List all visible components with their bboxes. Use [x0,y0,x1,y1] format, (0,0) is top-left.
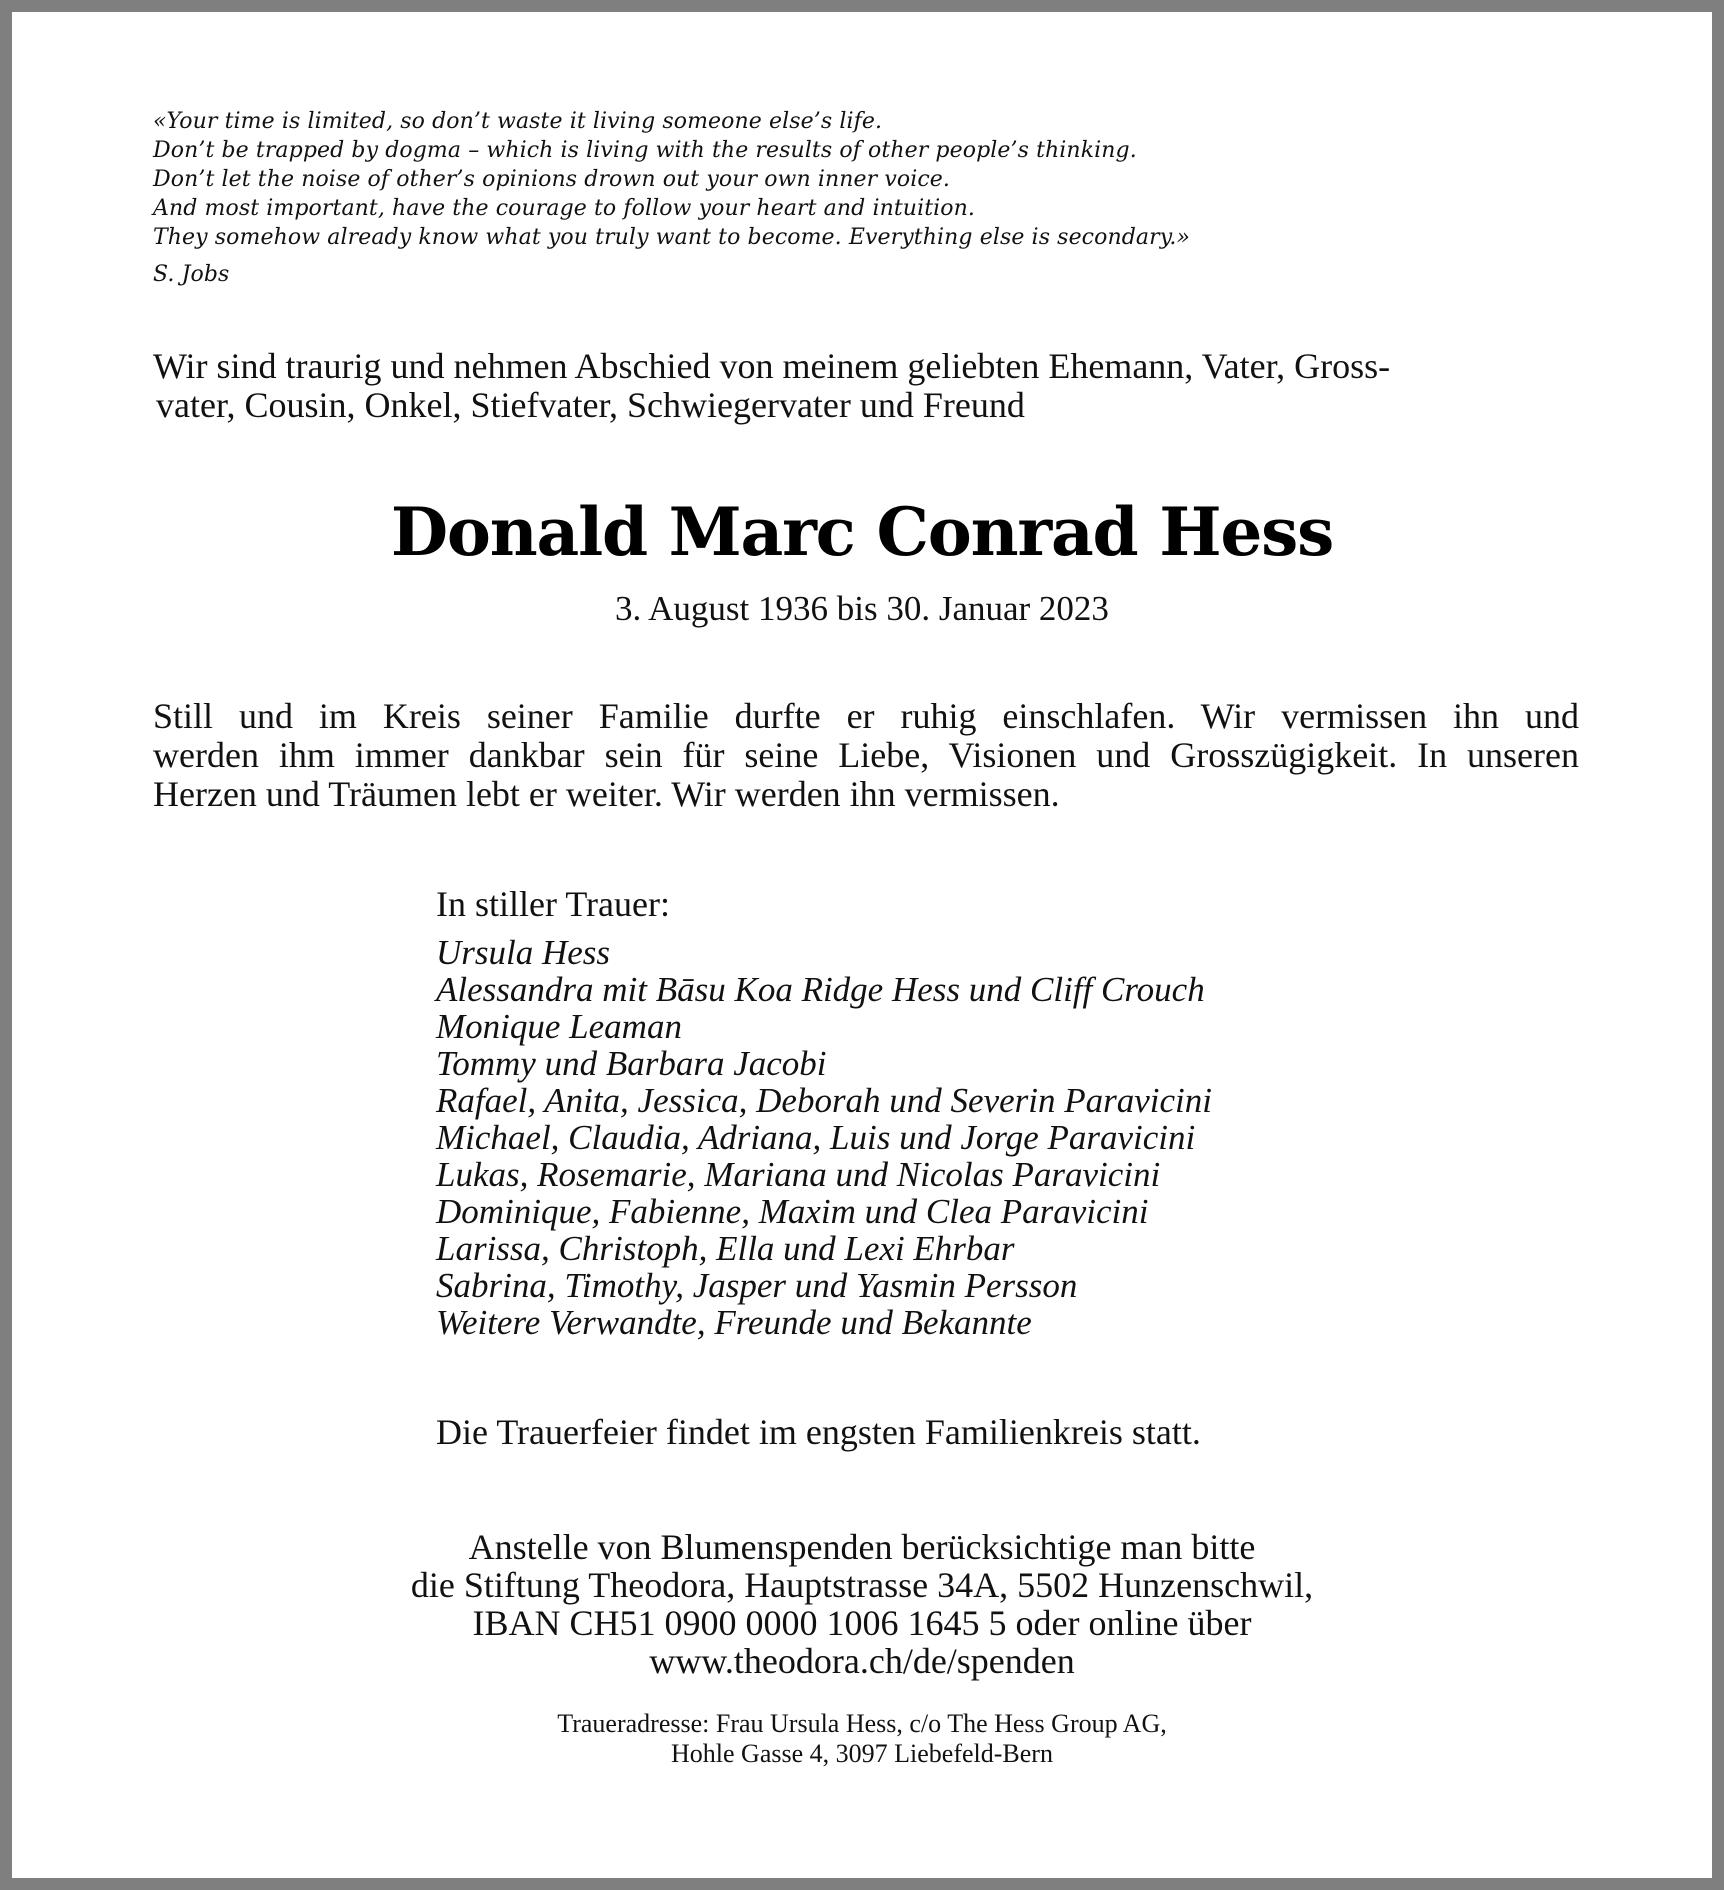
quote-line: And most important, have the courage to follow your heart and intuition. [153,196,975,221]
donation-line: die Stiftung Theodora, Hauptstrasse 34A, 5502 Hunzenschwil, [410,1565,1314,1605]
mourner-name: Lukas, Rosemarie, Mariana und Nicolas Paravicini [436,1155,1161,1194]
life-dates: 3. August 1936 bis 30. Januar 2023 [615,589,1109,628]
donation-line: IBAN CH51 0900 0000 1006 1645 5 oder online über [472,1603,1252,1643]
donation-url: www.theodora.ch/de/spenden [649,1641,1075,1681]
obituary-notice [12,12,1712,1878]
mourners-list [436,882,1536,1341]
mourner-name: Dominique, Fabienne, Maxim und Clea Paravicini [436,1192,1149,1231]
deceased-name: Donald Marc Conrad Hess [390,493,1334,571]
mourner-name: Monique Leaman [436,1007,682,1046]
mourner-name: Sabrina, Timothy, Jasper und Yasmin Persson [436,1266,1078,1305]
address-line: Traueradresse: Frau Ursula Hess, c/o The Hess Group AG, [557,1709,1167,1738]
quote-line: They somehow already know what you truly want to become. Everything else is secondary.» [153,225,1190,250]
ceremony-note: Die Trauerfeier findet im engsten Familienkreis statt. [436,1412,1201,1452]
paragraph-line: werden ihm immer dankbar sein für seine Liebe, Visionen und Grosszügigkeit. In unseren [153,735,1579,775]
mourner-name: Alessandra mit Bāsu Koa Ridge Hess und Cliff Crouch [436,970,1205,1009]
mourner-name: Weitere Verwandte, Freunde und Bekannte [436,1303,1032,1342]
intro-line: Wir sind traurig und nehmen Abschied von meinem geliebten Ehemann, Vater, Gross- [153,346,1391,386]
quote-author: S. Jobs [153,262,230,287]
mourner-name: Rafael, Anita, Jessica, Deborah und Severin Paravicini [436,1081,1212,1120]
address-line: Hohle Gasse 4, 3097 Liebefeld-Bern [671,1739,1053,1768]
quote-block [153,107,1353,289]
mourner-name: Ursula Hess [436,933,611,972]
paragraph-line: Still und im Kreis seiner Familie durfte er ruhig einschlafen. Wir vermissen ihn und [153,696,1579,736]
donation-note [12,1528,1712,1680]
quote-line: Don’t let the noise of other’s opinions drown out your own inner voice. [153,167,950,192]
mourning-address [12,1709,1712,1769]
donation-line: Anstelle von Blumenspenden berücksichtige man bitte [468,1527,1256,1567]
mourner-name: Larissa, Christoph, Ella und Lexi Ehrbar [436,1229,1015,1268]
quote-line: Don’t be trapped by dogma – which is living with the results of other people’s thinking. [153,138,1137,163]
mourners-heading: In stiller Trauer: [436,884,670,924]
intro-line: vater, Cousin, Onkel, Stiefvater, Schwiegervater und Freund [156,385,1025,425]
quote-line: «Your time is limited, so don’t waste it living someone else’s life. [153,109,883,134]
paragraph-line: Herzen und Träumen lebt er weiter. Wir werden ihn vermissen. [153,774,1060,814]
farewell-intro [153,347,1553,425]
memorial-paragraph [153,697,1579,814]
mourner-name: Michael, Claudia, Adriana, Luis und Jorge Paravicini [436,1118,1196,1157]
mourner-name: Tommy und Barbara Jacobi [436,1044,827,1083]
